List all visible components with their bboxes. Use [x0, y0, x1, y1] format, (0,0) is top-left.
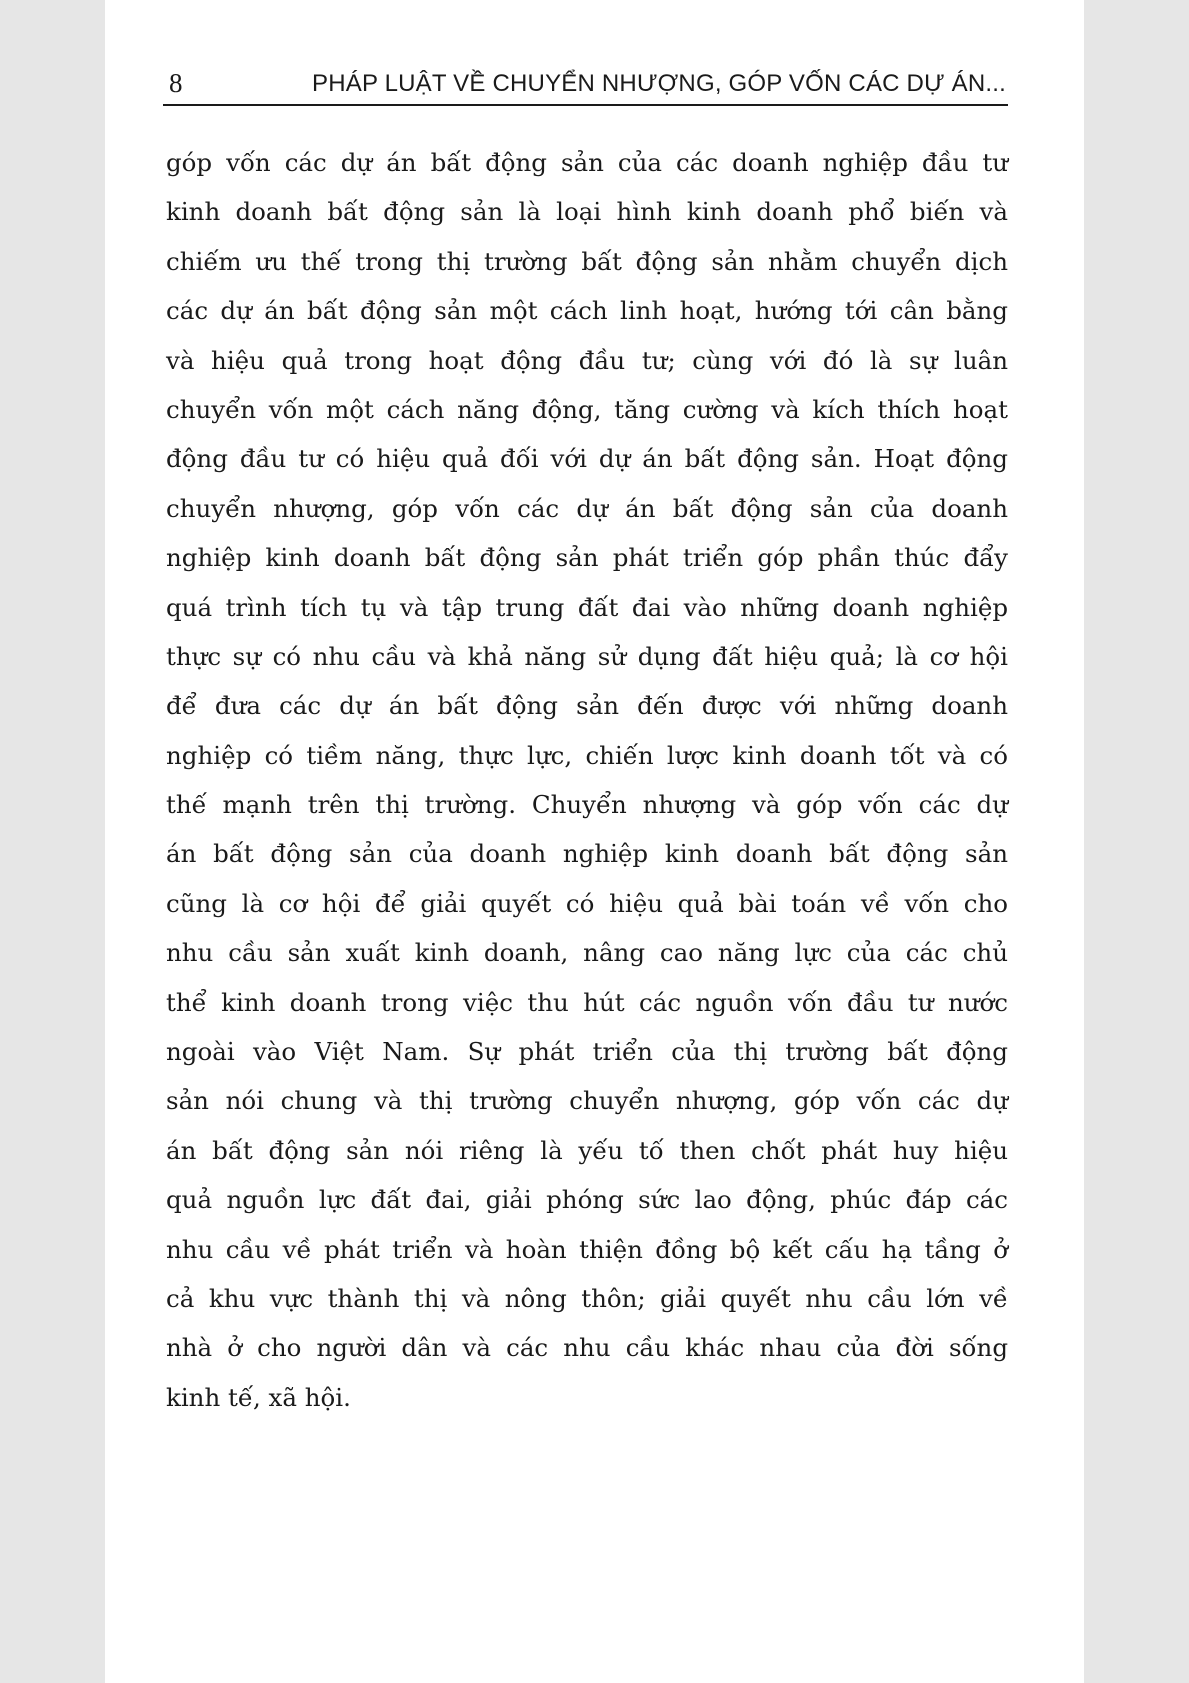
- text-line: kinh doanh bất động sản là loại hình kinh doanh phổ biến và: [166, 197, 1008, 227]
- text-line: để đưa các dự án bất động sản đến được với những doanh: [166, 691, 1008, 721]
- text-line: cả khu vực thành thị và nông thôn; giải quyết nhu cầu lớn về: [166, 1283, 1008, 1313]
- text-line: nhu cầu về phát triển và hoàn thiện đồng bộ kết cấu hạ tầng ở: [166, 1234, 1008, 1264]
- text-line: quá trình tích tụ và tập trung đất đai vào những doanh nghiệp: [166, 592, 1008, 622]
- text-line: nghiệp kinh doanh bất động sản phát triển góp phần thúc đẩy: [166, 543, 1008, 573]
- running-title: PHÁP LUẬT VỀ CHUYỂN NHƯỢNG, GÓP VỐN CÁC DỰ ÁN...: [312, 70, 1006, 97]
- body-paragraph: [166, 138, 1008, 1422]
- text-line: động đầu tư có hiệu quả đối với dự án bất động sản. Hoạt động: [166, 444, 1008, 474]
- text-line: góp vốn các dự án bất động sản của các doanh nghiệp đầu tư: [166, 148, 1008, 177]
- text-line: cũng là cơ hội để giải quyết có hiệu quả bài toán về vốn cho: [166, 888, 1008, 918]
- text-line: nhu cầu sản xuất kinh doanh, nâng cao năng lực của các chủ: [166, 938, 1008, 968]
- running-header: [163, 66, 1008, 106]
- text-line-last: kinh tế, xã hội.: [166, 1382, 351, 1412]
- text-line: ngoài vào Việt Nam. Sự phát triển của thị trường bất động: [166, 1037, 1008, 1067]
- text-line: án bất động sản của doanh nghiệp kinh doanh bất động sản: [166, 839, 1008, 869]
- text-line: quả nguồn lực đất đai, giải phóng sức lao động, phúc đáp các: [166, 1185, 1008, 1215]
- text-line: chuyển nhượng, góp vốn các dự án bất động sản của doanh: [166, 493, 1008, 523]
- text-line: thực sự có nhu cầu và khả năng sử dụng đất hiệu quả; là cơ hội: [166, 641, 1008, 671]
- text-line: các dự án bất động sản một cách linh hoạt, hướng tới cân bằng: [166, 296, 1008, 326]
- text-line: thể kinh doanh trong việc thu hút các nguồn vốn đầu tư nước: [166, 987, 1008, 1017]
- text-line: án bất động sản nói riêng là yếu tố then chốt phát huy hiệu: [166, 1135, 1008, 1165]
- text-line: thế mạnh trên thị trường. Chuyển nhượng và góp vốn các dự: [166, 790, 1008, 820]
- text-line: và hiệu quả trong hoạt động đầu tư; cùng với đó là sự luân: [166, 345, 1008, 375]
- text-line: chiếm ưu thế trong thị trường bất động sản nhằm chuyển dịch: [166, 246, 1008, 276]
- text-line: chuyển vốn một cách năng động, tăng cường và kích thích hoạt: [166, 394, 1008, 424]
- page-number: 8: [169, 68, 183, 98]
- text-line: sản nói chung và thị trường chuyển nhượng, góp vốn các dự: [166, 1086, 1008, 1116]
- book-page: [105, 0, 1084, 1683]
- text-line: nhà ở cho người dân và các nhu cầu khác nhau của đời sống: [166, 1333, 1008, 1363]
- text-line: nghiệp có tiềm năng, thực lực, chiến lược kinh doanh tốt và có: [166, 740, 1008, 770]
